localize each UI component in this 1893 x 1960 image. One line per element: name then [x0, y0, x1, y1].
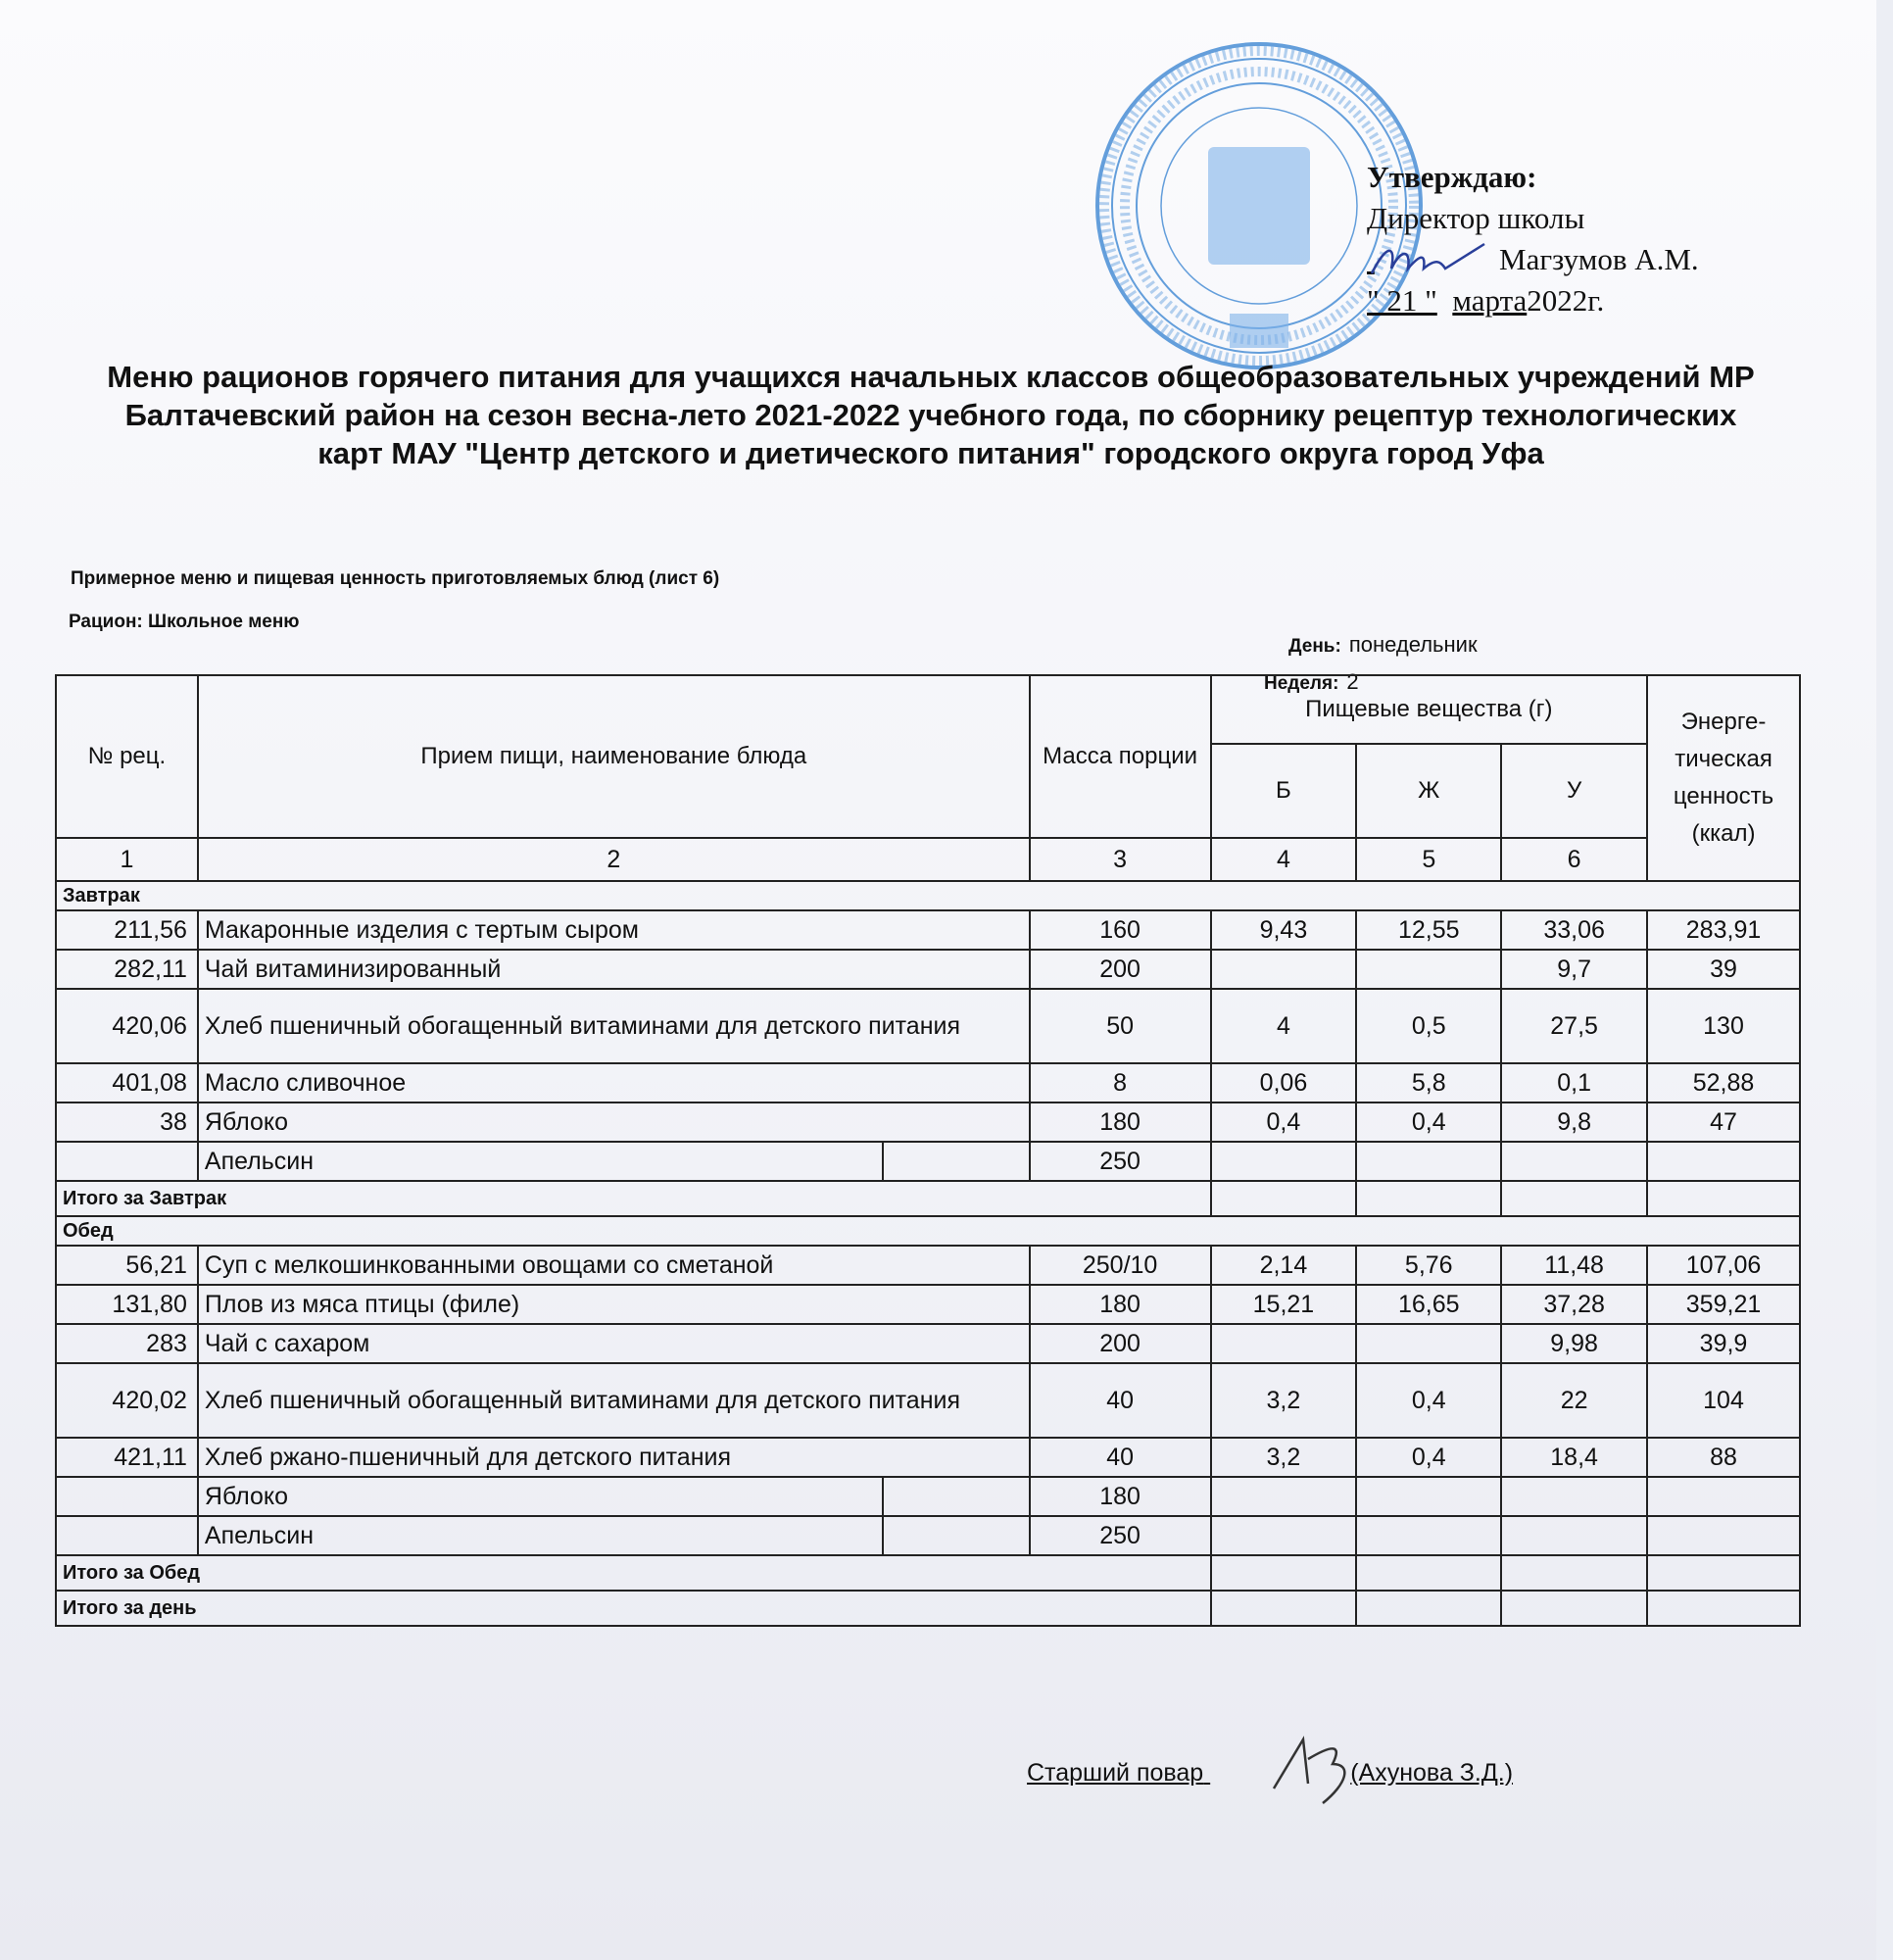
carbs: 0,1 — [1501, 1063, 1647, 1102]
carbs — [1501, 1142, 1647, 1181]
protein — [1211, 950, 1357, 989]
ration-label: Рацион: Школьное меню — [69, 612, 300, 632]
section-total-label: Итого за Обед — [56, 1555, 1211, 1591]
col-number: 1 — [56, 838, 198, 881]
portion-mass: 40 — [1030, 1363, 1211, 1438]
energy: 283,91 — [1647, 910, 1800, 950]
day-info — [1288, 632, 1478, 658]
rec-number — [56, 1142, 198, 1181]
document-title: Меню рационов горячего питания для учащихся начальных классов общеобразовательных учреждений МР Балтачевский район на сезон весна-лето 2021-2022 учебного года, по сборнику рецептур технологических карт МАУ "Центр детского и диетического питания" городского округа город Уфа — [107, 360, 1755, 470]
col-number: 2 — [198, 838, 1030, 881]
table-row — [56, 1477, 1800, 1516]
col-number: 5 — [1356, 838, 1501, 881]
section-row — [56, 881, 1800, 910]
portion-mass: 160 — [1030, 910, 1211, 950]
portion-mass: 8 — [1030, 1063, 1211, 1102]
carbs: 33,06 — [1501, 910, 1647, 950]
total-value — [1647, 1181, 1800, 1216]
total-value — [1647, 1555, 1800, 1591]
dish-name: Яблоко — [198, 1477, 883, 1516]
total-value — [1211, 1181, 1357, 1216]
rec-number: 211,56 — [56, 910, 198, 950]
empty-cell — [883, 1516, 1030, 1555]
empty-cell — [883, 1477, 1030, 1516]
energy: 88 — [1647, 1438, 1800, 1477]
total-value — [1647, 1591, 1800, 1626]
fat: 16,65 — [1356, 1285, 1501, 1324]
dish-name: Хлеб ржано-пшеничный для детского питания — [198, 1438, 1030, 1477]
energy: 47 — [1647, 1102, 1800, 1142]
portion-mass: 180 — [1030, 1285, 1211, 1324]
day-label: День: — [1288, 636, 1341, 657]
week-label: Неделя: — [1264, 673, 1339, 694]
col-number: 6 — [1501, 838, 1647, 881]
total-value — [1501, 1555, 1647, 1591]
carbs: 9,8 — [1501, 1102, 1647, 1142]
total-value — [1211, 1555, 1357, 1591]
rec-number: 283 — [56, 1324, 198, 1363]
cook-position: Старший повар — [1027, 1759, 1204, 1787]
dish-name: Хлеб пшеничный обогащенный витаминами для детского питания — [198, 1363, 1030, 1438]
fat — [1356, 1324, 1501, 1363]
dish-name: Чай с сахаром — [198, 1324, 1030, 1363]
rec-number — [56, 1477, 198, 1516]
fat: 12,55 — [1356, 910, 1501, 950]
director-name: Магзумов А.М. — [1499, 242, 1699, 276]
protein: 2,14 — [1211, 1246, 1357, 1285]
table-row — [56, 989, 1800, 1063]
portion-mass: 250/10 — [1030, 1246, 1211, 1285]
protein: 4 — [1211, 989, 1357, 1063]
header-fat: Ж — [1356, 744, 1501, 838]
table-row — [56, 1363, 1800, 1438]
dish-name: Чай витаминизированный — [198, 950, 1030, 989]
table-row — [56, 910, 1800, 950]
table-row — [56, 1142, 1800, 1181]
carbs: 9,7 — [1501, 950, 1647, 989]
total-row — [56, 1555, 1800, 1591]
week-value: 2 — [1346, 669, 1359, 694]
protein: 0,06 — [1211, 1063, 1357, 1102]
carbs: 27,5 — [1501, 989, 1647, 1063]
table-row — [56, 1246, 1800, 1285]
fat — [1356, 1142, 1501, 1181]
portion-mass: 40 — [1030, 1438, 1211, 1477]
fat: 5,76 — [1356, 1246, 1501, 1285]
day-total-row — [56, 1591, 1800, 1626]
section-row — [56, 1216, 1800, 1246]
dish-name: Хлеб пшеничный обогащенный витаминами для детского питания — [198, 989, 1030, 1063]
fat: 0,5 — [1356, 989, 1501, 1063]
protein: 3,2 — [1211, 1363, 1357, 1438]
table-row — [56, 1438, 1800, 1477]
header-portion-mass: Масса порции — [1030, 675, 1211, 838]
portion-mass: 180 — [1030, 1102, 1211, 1142]
rec-number: 56,21 — [56, 1246, 198, 1285]
total-value — [1211, 1591, 1357, 1626]
section-total-label: Итого за Завтрак — [56, 1181, 1211, 1216]
header-rec-number: № рец. — [56, 675, 198, 838]
cook-name: (Ахунова З.Д.) — [1350, 1759, 1514, 1787]
rec-number: 401,08 — [56, 1063, 198, 1102]
table-row — [56, 950, 1800, 989]
portion-mass: 180 — [1030, 1477, 1211, 1516]
fat — [1356, 1516, 1501, 1555]
approval-block — [1367, 157, 1699, 321]
approval-heading: Утверждаю: — [1367, 160, 1537, 194]
header-protein: Б — [1211, 744, 1357, 838]
total-row — [56, 1181, 1800, 1216]
carbs: 11,48 — [1501, 1246, 1647, 1285]
approval-date-year: 2022г. — [1527, 283, 1605, 318]
carbs — [1501, 1477, 1647, 1516]
portion-mass: 200 — [1030, 1324, 1211, 1363]
rec-number — [56, 1516, 198, 1555]
table-row — [56, 1324, 1800, 1363]
energy: 359,21 — [1647, 1285, 1800, 1324]
rec-number: 420,02 — [56, 1363, 198, 1438]
energy: 52,88 — [1647, 1063, 1800, 1102]
fat: 5,8 — [1356, 1063, 1501, 1102]
protein: 0,4 — [1211, 1102, 1357, 1142]
protein — [1211, 1142, 1357, 1181]
table-row — [56, 1102, 1800, 1142]
energy: 107,06 — [1647, 1246, 1800, 1285]
portion-mass: 200 — [1030, 950, 1211, 989]
rec-number: 38 — [56, 1102, 198, 1142]
carbs: 22 — [1501, 1363, 1647, 1438]
energy: 104 — [1647, 1363, 1800, 1438]
carbs: 18,4 — [1501, 1438, 1647, 1477]
header-dish-name: Прием пищи, наименование блюда — [198, 675, 1030, 838]
director-signature — [1367, 239, 1499, 280]
energy: 39 — [1647, 950, 1800, 989]
protein: 3,2 — [1211, 1438, 1357, 1477]
dish-name: Суп с мелкошинкованными овощами со сметаной — [198, 1246, 1030, 1285]
rec-number: 421,11 — [56, 1438, 198, 1477]
carbs: 9,98 — [1501, 1324, 1647, 1363]
fat: 0,4 — [1356, 1363, 1501, 1438]
rec-number: 131,80 — [56, 1285, 198, 1324]
total-value — [1356, 1181, 1501, 1216]
energy — [1647, 1516, 1800, 1555]
approval-position: Директор школы — [1367, 201, 1585, 235]
header-nutrients: Пищевые вещества (г) — [1211, 675, 1648, 744]
protein: 9,43 — [1211, 910, 1357, 950]
portion-mass: 250 — [1030, 1142, 1211, 1181]
empty-cell — [883, 1142, 1030, 1181]
dish-name: Яблоко — [198, 1102, 1030, 1142]
portion-mass: 250 — [1030, 1516, 1211, 1555]
col-number: 4 — [1211, 838, 1357, 881]
protein — [1211, 1516, 1357, 1555]
dish-name: Масло сливочное — [198, 1063, 1030, 1102]
total-value — [1501, 1591, 1647, 1626]
portion-mass: 50 — [1030, 989, 1211, 1063]
table-row — [56, 1285, 1800, 1324]
energy — [1647, 1142, 1800, 1181]
day-value: понедельник — [1348, 632, 1478, 657]
approval-date-month: марта — [1452, 283, 1528, 318]
fat — [1356, 1477, 1501, 1516]
header-energy: Энерге-тическая ценность (ккал) — [1647, 675, 1800, 881]
fat — [1356, 950, 1501, 989]
dish-name: Апельсин — [198, 1142, 883, 1181]
energy: 130 — [1647, 989, 1800, 1063]
total-value — [1501, 1181, 1647, 1216]
section-title: Обед — [56, 1216, 1800, 1246]
total-value — [1356, 1591, 1501, 1626]
dish-name: Макаронные изделия с тертым сыром — [198, 910, 1030, 950]
energy: 39,9 — [1647, 1324, 1800, 1363]
col-number: 3 — [1030, 838, 1211, 881]
carbs: 37,28 — [1501, 1285, 1647, 1324]
energy — [1647, 1477, 1800, 1516]
total-value — [1356, 1555, 1501, 1591]
section-title: Завтрак — [56, 881, 1800, 910]
rec-number: 282,11 — [56, 950, 198, 989]
carbs — [1501, 1516, 1647, 1555]
dish-name: Плов из мяса птицы (филе) — [198, 1285, 1030, 1324]
protein — [1211, 1324, 1357, 1363]
menu-table — [55, 674, 1801, 1627]
fat: 0,4 — [1356, 1438, 1501, 1477]
cook-signature — [1264, 1730, 1391, 1808]
protein: 15,21 — [1211, 1285, 1357, 1324]
day-total-label: Итого за день — [56, 1591, 1211, 1626]
table-row — [56, 1516, 1800, 1555]
rec-number: 420,06 — [56, 989, 198, 1063]
table-row — [56, 1063, 1800, 1102]
menu-subtitle: Примерное меню и пищевая ценность приготовляемых блюд (лист 6) — [71, 568, 720, 589]
approval-date-day: " 21 " — [1367, 283, 1437, 318]
protein — [1211, 1477, 1357, 1516]
header-carbs: У — [1501, 744, 1647, 838]
fat: 0,4 — [1356, 1102, 1501, 1142]
dish-name: Апельсин — [198, 1516, 883, 1555]
